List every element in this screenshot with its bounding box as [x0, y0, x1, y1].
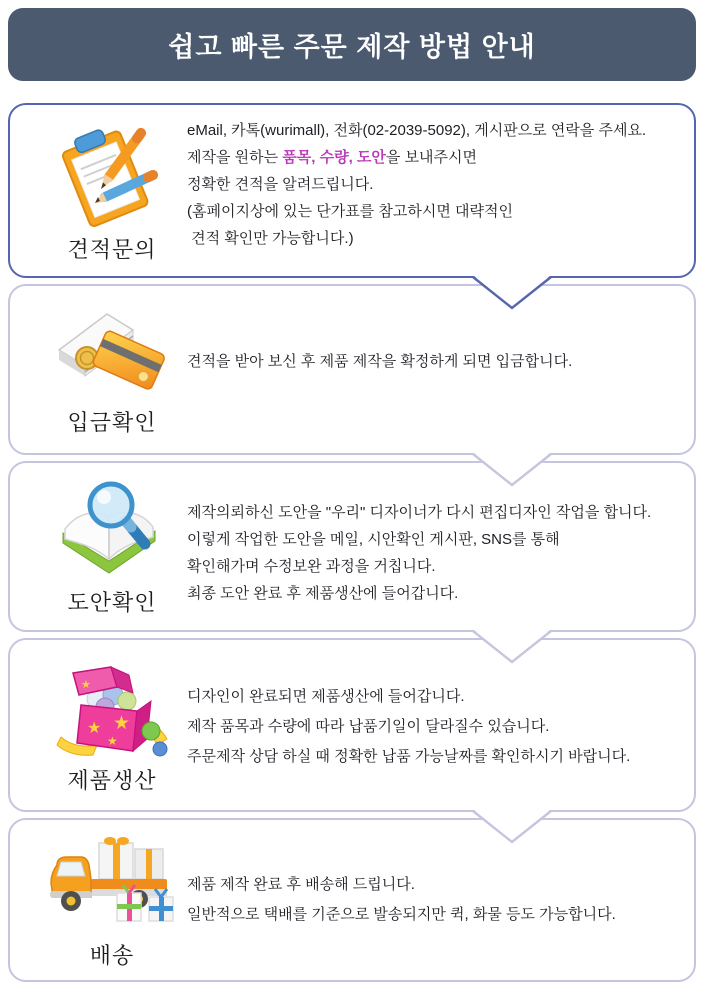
- step-text-line: eMail, 카톡(wurimall), 전화(02-2039-5092), 게시판으로 연락을 주세요.: [187, 122, 647, 139]
- step-label: 제품생산: [67, 768, 157, 793]
- wallet-card-icon: [47, 302, 177, 402]
- step4-text: [187, 682, 686, 772]
- step2-text: [187, 348, 686, 375]
- step-text-line: 일반적으로 택배를 기준으로 발송되지만 퀵, 화물 등도 가능합니다.: [187, 906, 616, 923]
- highlighted-text: 품목, 수량, 도안: [282, 149, 386, 166]
- step-text-line: 제작 품목과 수량에 따라 납품기일이 달라질수 있습니다.: [187, 718, 550, 735]
- text-segment: 제작을 원하는: [187, 149, 283, 166]
- clipboard-pencils-icon: [45, 117, 179, 229]
- step-text-line: 제품 제작 완료 후 배송해 드립니다.: [187, 876, 415, 893]
- step-text-line: 이렇게 작업한 도안을 메일, 시안확인 게시판, SNS를 통해: [187, 531, 560, 548]
- step-text-line: (홈페이지상에 있는 단가표를 참고하시면 대략적인: [187, 203, 513, 220]
- book-magnifier-icon: [47, 477, 177, 582]
- step-label: 배송: [89, 942, 135, 968]
- flow-chevron-connector-2: [466, 452, 558, 490]
- step-text-line: 제작의뢰하신 도안을 "우리" 디자이너가 다시 편집디자인 작업을 합니다.: [187, 504, 652, 521]
- svg-text:★: ★: [81, 679, 91, 691]
- step-text-line: 견적을 받아 보신 후 제품 제작을 확정하게 되면 입금합니다.: [187, 353, 573, 370]
- step1-text: [187, 117, 686, 252]
- step-label: 도안확인: [67, 589, 157, 615]
- flow-chevron-connector-4: [466, 809, 558, 847]
- step-text-line: 견적 확인만 가능합니다.): [187, 230, 354, 247]
- step5-icon-column: [24, 820, 200, 980]
- text-segment: 을 보내주시면: [385, 149, 478, 166]
- gift-box-icon: [47, 655, 177, 760]
- step3-icon-column: [24, 463, 200, 630]
- step5-text: [187, 870, 686, 930]
- svg-text:★: ★: [113, 713, 131, 734]
- step-text-line: 최종 도안 완료 후 제품생산에 들어갑니다.: [187, 585, 459, 602]
- page-title: 쉽고 빠른 주문 제작 방법 안내: [168, 32, 536, 62]
- delivery-truck-icon: [37, 831, 187, 935]
- step-text-line: 디자인이 완료되면 제품생산에 들어갑니다.: [187, 688, 465, 705]
- svg-text:★: ★: [87, 720, 102, 737]
- step4-icon-column: [24, 640, 200, 810]
- step-text-line: 확인해가며 수정보완 과정을 거칩니다.: [187, 558, 436, 575]
- step1-icon-column: [24, 105, 200, 276]
- step-card-production: [8, 638, 696, 812]
- step-text-line: 정확한 견적을 알려드립니다.: [187, 176, 374, 193]
- svg-text:★: ★: [107, 734, 118, 748]
- step-text-line: 주문제작 상담 하실 때 정확한 납품 가능날짜를 확인하시기 바랍니다.: [187, 748, 631, 765]
- step-card-quote-inquiry: [8, 103, 696, 278]
- step3-text: [187, 499, 686, 607]
- flow-chevron-connector-3: [466, 629, 558, 667]
- flow-chevron-connector-1: [466, 275, 558, 313]
- step-card-design-confirm: [8, 461, 696, 632]
- step-label: 견적문의: [67, 237, 157, 262]
- step-text-line: [187, 144, 686, 171]
- step-card-delivery: [8, 818, 696, 982]
- step-card-payment-confirm: [8, 284, 696, 455]
- step-label: 입금확인: [67, 410, 157, 435]
- step2-icon-column: [24, 286, 200, 453]
- page-title-bar: [8, 8, 696, 81]
